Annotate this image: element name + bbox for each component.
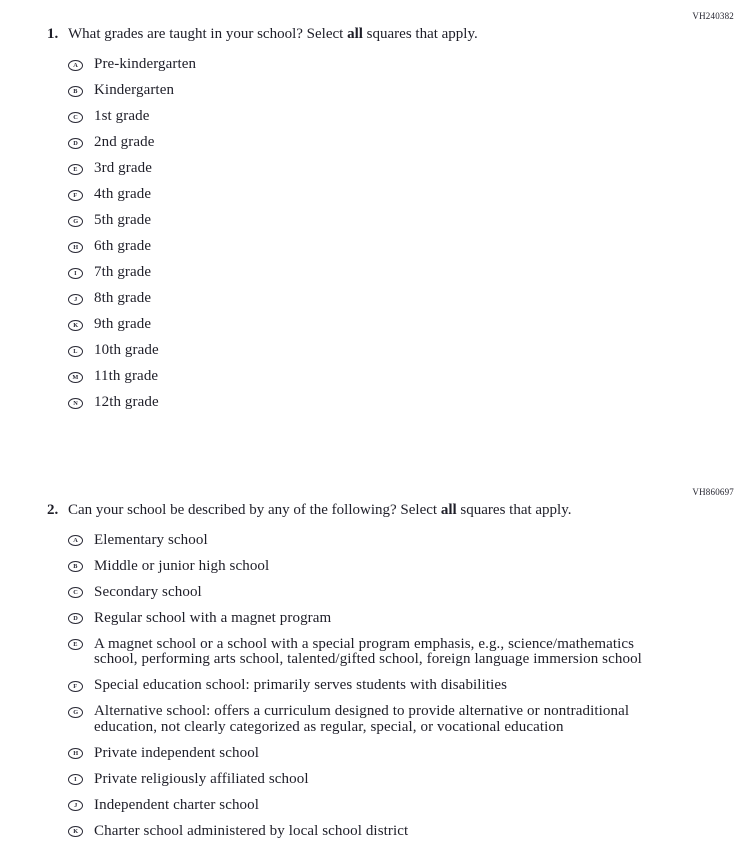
answer-letter: A	[73, 60, 78, 69]
question-1-text-after: squares that apply.	[362, 26, 478, 42]
answer-letter: D	[73, 614, 78, 622]
answer-oval-icon[interactable]	[68, 826, 83, 837]
answer-oval-icon[interactable]	[68, 294, 83, 305]
answer-letter: H	[73, 749, 78, 757]
question-1	[47, 25, 723, 44]
option-9th-grade[interactable]	[68, 317, 743, 333]
option-4th-grade[interactable]	[68, 187, 743, 203]
answer-oval-icon[interactable]	[68, 681, 83, 692]
option-label: Special education school: primarily serves students with disabilities	[94, 677, 508, 693]
option-kindergarten[interactable]	[68, 83, 743, 99]
option-11th-grade[interactable]	[68, 369, 743, 385]
answer-oval-icon[interactable]	[68, 587, 83, 598]
answer-letter: F	[73, 190, 78, 199]
option-charter-school-local-district[interactable]	[68, 824, 743, 840]
option-label: Secondary school	[94, 583, 202, 600]
answer-letter: I	[74, 775, 77, 783]
answer-letter: A	[73, 536, 78, 544]
option-regular-school-magnet-program[interactable]	[68, 611, 743, 627]
question-1-options	[68, 57, 743, 411]
answer-letter: B	[73, 562, 78, 570]
option-6th-grade[interactable]	[68, 239, 743, 255]
answer-oval-icon[interactable]	[68, 561, 83, 572]
option-label: 6th grade	[94, 238, 152, 254]
option-label: 12th grade	[94, 394, 159, 410]
option-1st-grade[interactable]	[68, 109, 743, 125]
option-7th-grade[interactable]	[68, 265, 743, 281]
answer-oval-icon[interactable]	[68, 164, 83, 175]
option-label: Middle or junior high school	[94, 557, 270, 574]
question-2-text-after: squares that apply.	[456, 501, 572, 518]
option-label: Pre-kindergarten	[94, 56, 197, 72]
option-label: 4th grade	[94, 186, 152, 202]
option-2nd-grade[interactable]	[68, 135, 743, 151]
option-label: 3rd grade	[94, 160, 152, 176]
item-code-2: VH860697	[692, 486, 734, 497]
option-12th-grade[interactable]	[68, 395, 743, 411]
question-2-text-bold: all	[440, 501, 457, 518]
option-private-religiously-affiliated[interactable]	[68, 772, 743, 788]
option-label: Independent charter school	[94, 796, 260, 813]
answer-oval-icon[interactable]	[68, 398, 83, 409]
answer-oval-icon[interactable]	[68, 639, 83, 650]
option-label: 9th grade	[94, 316, 152, 332]
answer-letter: C	[73, 588, 78, 596]
answer-letter: J	[73, 294, 78, 303]
answer-oval-icon[interactable]	[68, 707, 83, 718]
item-code-1: VH240382	[692, 11, 734, 21]
option-middle-or-junior-high[interactable]	[68, 559, 743, 575]
answer-letter: L	[73, 346, 78, 355]
answer-letter: K	[73, 320, 78, 329]
question-1-text-before: What grades are taught in your school? Select	[68, 26, 348, 42]
option-label: Regular school with a magnet program	[94, 609, 332, 626]
answer-letter: D	[73, 138, 78, 147]
option-alternative-school[interactable]	[68, 704, 743, 735]
option-label: Kindergarten	[94, 82, 175, 98]
question-1-text	[68, 25, 478, 44]
answer-letter: M	[72, 372, 79, 381]
option-label: 7th grade	[94, 264, 152, 280]
question-2-text-before: Can your school be described by any of the following? Select	[68, 501, 441, 518]
answer-letter: K	[73, 827, 78, 835]
answer-oval-icon[interactable]	[68, 535, 83, 546]
answer-oval-icon[interactable]	[68, 320, 83, 331]
question-2-text	[68, 501, 572, 520]
option-label: Private independent school	[94, 744, 260, 761]
question-2-number: 2.	[47, 501, 59, 518]
answer-letter: J	[73, 801, 78, 809]
option-8th-grade[interactable]	[68, 291, 743, 307]
option-label: 1st grade	[94, 108, 150, 124]
answer-oval-icon[interactable]	[68, 86, 83, 97]
option-magnet-school-special-emphasis[interactable]	[68, 637, 743, 668]
answer-letter: F	[73, 681, 78, 690]
answer-letter: H	[73, 242, 78, 251]
question-2	[47, 501, 723, 520]
option-label: Alternative school: offers a curriculum designed to provide alternative or nontraditional education, not clearly categorized as regular, special, or vocational education	[94, 703, 630, 735]
answer-oval-icon[interactable]	[68, 190, 83, 201]
option-label: 10th grade	[94, 342, 159, 358]
option-label: 11th grade	[94, 368, 159, 384]
answer-letter: I	[74, 268, 77, 277]
answer-oval-icon[interactable]	[68, 774, 83, 785]
option-label: 5th grade	[94, 212, 152, 228]
option-special-education-school[interactable]	[68, 678, 743, 694]
answer-oval-icon[interactable]	[68, 800, 83, 811]
answer-letter: G	[73, 216, 78, 225]
answer-oval-icon[interactable]	[68, 748, 83, 759]
answer-letter: G	[73, 707, 78, 716]
answer-letter: B	[73, 86, 78, 95]
answer-oval-icon[interactable]	[68, 268, 83, 279]
answer-oval-icon[interactable]	[68, 138, 83, 149]
question-1-number: 1.	[47, 26, 59, 42]
option-elementary-school[interactable]	[68, 533, 743, 549]
answer-letter: E	[73, 164, 78, 173]
option-3rd-grade[interactable]	[68, 161, 743, 177]
answer-oval-icon[interactable]	[68, 112, 83, 123]
option-label: A magnet school or a school with a special program emphasis, e.g., science/mathematics school, performing arts school, talented/gifted school, foreign language immersion school	[94, 635, 642, 667]
option-label: 2nd grade	[94, 134, 155, 150]
option-label: 8th grade	[94, 290, 152, 306]
question-2-options	[68, 533, 743, 840]
answer-letter: E	[73, 640, 78, 648]
option-label: Elementary school	[94, 531, 208, 548]
answer-letter: C	[73, 112, 78, 121]
answer-oval-icon[interactable]	[68, 372, 83, 383]
option-independent-charter-school[interactable]	[68, 798, 743, 814]
question-1-text-bold: all	[347, 26, 363, 42]
option-label: Charter school administered by local school district	[94, 822, 409, 839]
answer-oval-icon[interactable]	[68, 242, 83, 253]
answer-oval-icon[interactable]	[68, 216, 83, 227]
option-5th-grade[interactable]	[68, 213, 743, 229]
option-pre-kindergarten[interactable]	[68, 57, 743, 73]
answer-oval-icon[interactable]	[68, 613, 83, 624]
answer-oval-icon[interactable]	[68, 346, 83, 357]
option-secondary-school[interactable]	[68, 585, 743, 601]
option-label: Private religiously affiliated school	[94, 770, 309, 787]
answer-oval-icon[interactable]	[68, 60, 83, 71]
option-private-independent-school[interactable]	[68, 746, 743, 762]
answer-letter: N	[73, 398, 78, 407]
option-10th-grade[interactable]	[68, 343, 743, 359]
